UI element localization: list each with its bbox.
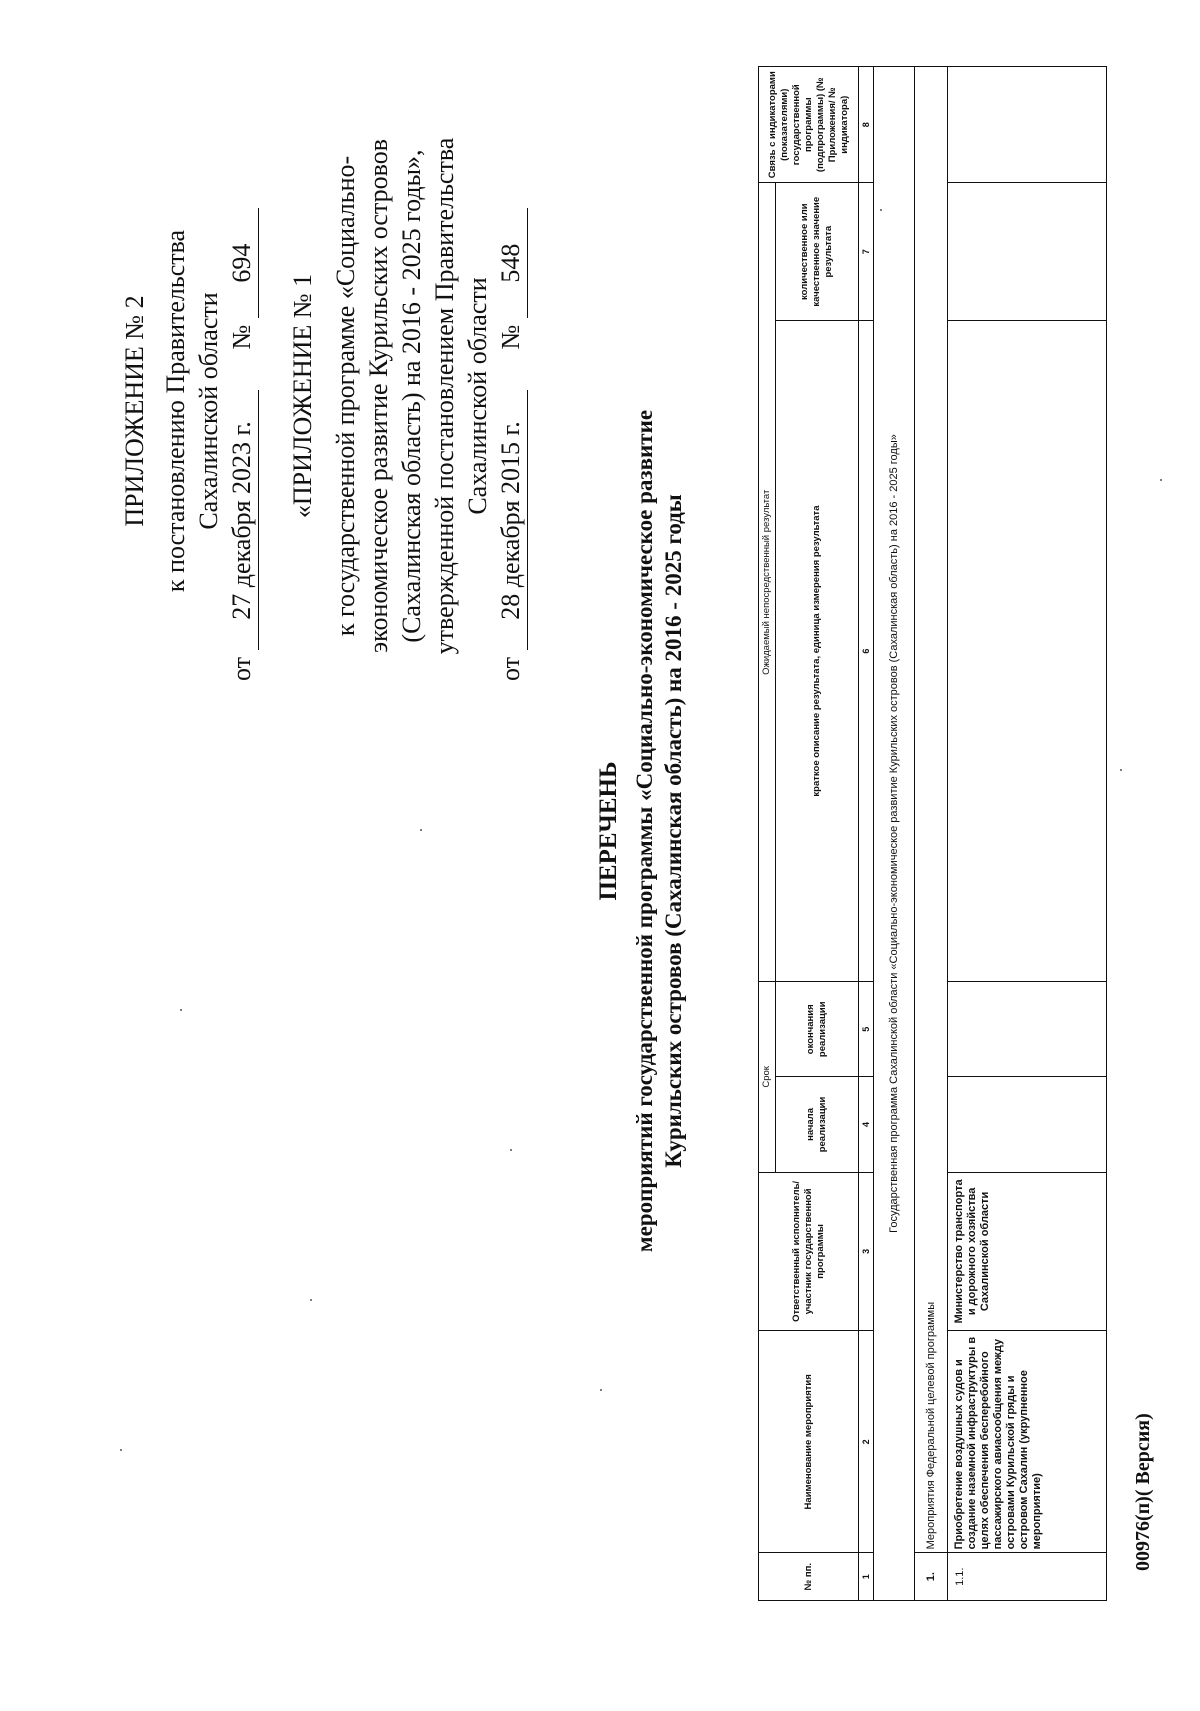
annex2-number: 694 xyxy=(225,208,259,318)
scan-speck xyxy=(310,1299,312,1301)
header-executor: Ответственный исполнитель/участник государственной программы xyxy=(759,1172,859,1331)
annex2-date-line xyxy=(225,131,259,691)
annex2-line2: Сахалинской области xyxy=(194,292,223,530)
col-number: 2 xyxy=(859,1331,874,1553)
annex1-no-label: № xyxy=(496,324,525,350)
section-num: 1. xyxy=(915,1553,948,1601)
annex2-title: ПРИЛОЖЕНИЕ № 2 xyxy=(120,295,149,527)
scan-speck xyxy=(880,209,882,211)
row-num: 1.1. xyxy=(948,1553,1107,1601)
header-num: № пп. xyxy=(759,1553,859,1601)
col-number: 4 xyxy=(859,1077,874,1172)
section-title: Мероприятия Федеральной целевой программы xyxy=(915,67,948,1553)
row-link xyxy=(948,67,1107,183)
header-result: Ожидаемый непосредственный результат xyxy=(759,183,776,982)
header-term: Срок xyxy=(759,982,776,1172)
version-footer: 00976(п)( Версия) xyxy=(1132,1413,1154,1571)
annex1-title: «ПРИЛОЖЕНИЕ № 1 xyxy=(288,273,317,519)
annex2-line1: к постановлению Правительства xyxy=(161,229,190,593)
col-number: 5 xyxy=(859,982,874,1077)
header-start: начала реализации xyxy=(776,1077,859,1172)
annex1-date-line xyxy=(494,101,528,691)
annex2-from-label: от xyxy=(227,656,256,681)
annex1-date: 28 декабря 2015 г. xyxy=(494,390,528,650)
program-title: Государственная программа Сахалинской области «Социально-экономическое развитие Курильских островов (Сахалинская область) на 2016 - 2025 годы» xyxy=(874,67,915,1601)
section-row xyxy=(915,67,948,1601)
row-name: Приобретение воздушных судов и создание наземной инфраструктуры в целях обеспечения бесперебойного пассажирского авиасообщения между островами Курильской гряды и островом Сахалин (укрупненное мероприятие) xyxy=(948,1331,1107,1553)
annex1-line3: (Сахалинская область) на 2016 - 2025 годы», xyxy=(397,149,426,643)
header-name: Наименование мероприятия xyxy=(759,1331,859,1553)
document-heading-word: ПЕРЕЧЕНЬ xyxy=(595,761,622,901)
table-row xyxy=(948,67,1107,1601)
row-start xyxy=(948,1077,1107,1172)
header-value: количественное или качественное значение результата xyxy=(776,183,859,321)
scan-speck xyxy=(510,1149,512,1151)
heading-line1: мероприятий государственной программы «Социально-экономическое развитие xyxy=(632,409,657,1253)
document-heading xyxy=(630,111,688,1551)
annex1-line5: Сахалинской области xyxy=(463,277,492,515)
annex1-line4: утвержденной постановлением Правительства xyxy=(430,137,459,655)
annex2-date: 27 декабря 2023 г. xyxy=(225,390,259,650)
scan-speck xyxy=(120,1449,122,1451)
row-end xyxy=(948,982,1107,1077)
scan-speck xyxy=(420,829,422,831)
annex2-block xyxy=(118,131,259,691)
col-number: 3 xyxy=(859,1172,874,1331)
header-link: Связь с индикаторами (показателями) государственной программы (подпрограммы) (№ Приложения/ № индикатора) xyxy=(759,67,859,183)
annex1-line1: к государственной программе «Социально- xyxy=(331,155,360,637)
header-end: окончания реализации xyxy=(776,982,859,1077)
scan-speck xyxy=(600,1389,602,1391)
column-number-row xyxy=(859,67,874,1601)
annex1-from-label: от xyxy=(496,656,525,681)
scan-speck xyxy=(1120,769,1122,771)
col-number: 6 xyxy=(859,320,874,981)
col-number: 8 xyxy=(859,67,874,183)
annex2-no-label: № xyxy=(227,324,256,350)
header-desc: краткое описание результата, единица измерения результата xyxy=(776,320,859,981)
header-row-top xyxy=(759,67,776,1601)
program-row xyxy=(874,67,915,1601)
measures-table xyxy=(758,66,1107,1601)
col-number: 1 xyxy=(859,1553,874,1601)
row-executor: Министерство транспорта и дорожного хозяйства Сахалинской области xyxy=(948,1172,1107,1331)
row-desc xyxy=(948,320,1107,981)
heading-line2: Курильских островов (Сахалинская область) на 2016 - 2025 годы xyxy=(661,494,686,1168)
annex1-block xyxy=(286,101,528,691)
annex1-number: 548 xyxy=(494,208,528,318)
col-number: 7 xyxy=(859,183,874,321)
row-value xyxy=(948,183,1107,321)
scan-speck xyxy=(1160,479,1162,481)
scan-speck xyxy=(180,1009,182,1011)
annex1-line2: экономическое развитие Курильских островов xyxy=(364,139,393,654)
